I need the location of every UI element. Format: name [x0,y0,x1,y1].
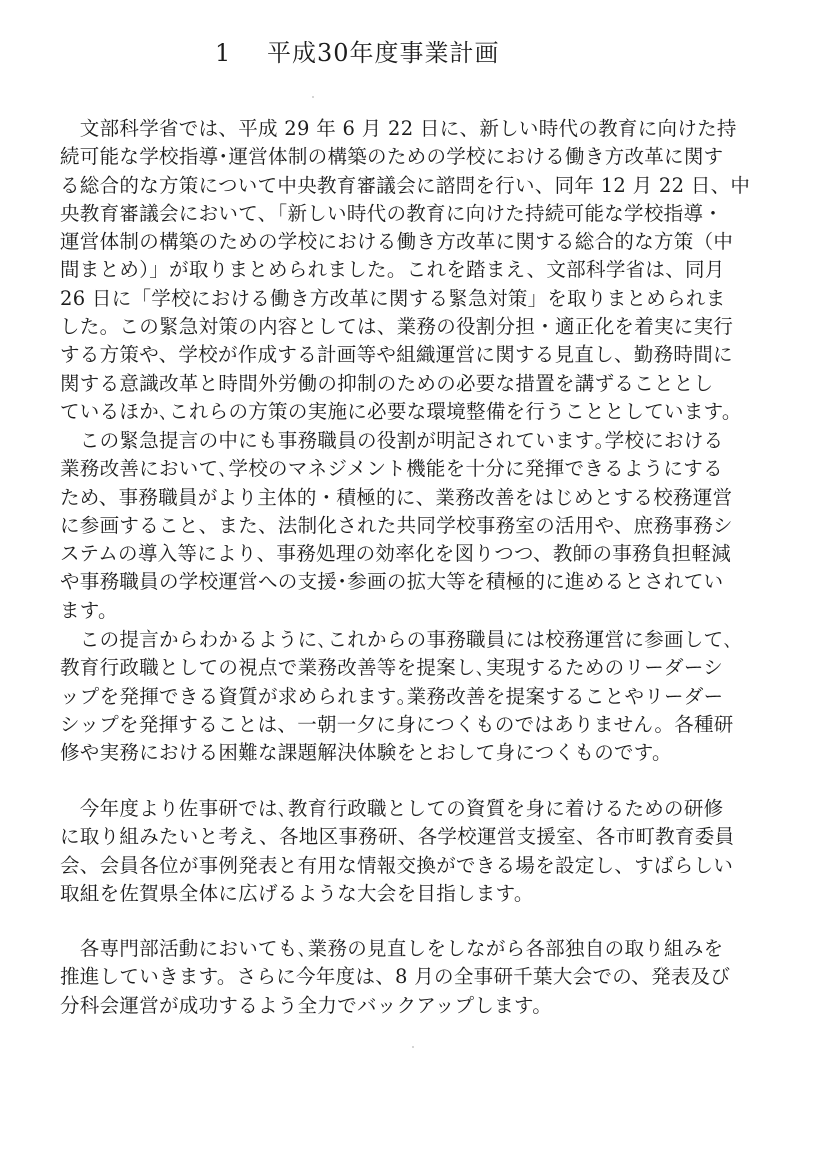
text-line: 運営体制の構築のための学校における働き方改革に関する総合的な方策（中 [60,230,734,254]
text-line: この緊急提言の中にも事務職員の役割が明記されています｡学校における [60,429,724,452]
paragraph-5 [60,935,778,1020]
text-line: 取組を佐賀県全体に広げるような大会を目指します。 [60,881,534,905]
text-line: ップを発揮できる資質が求められます｡業務改善を提案することやリーダー [60,684,724,708]
text-line: 央教育審議会において、「新しい時代の教育に向けた持続可能な学校指導・ [60,201,724,225]
paragraph-4 [60,795,778,908]
paragraph-1 [60,115,778,426]
text-line: 関する意識改革と時間外労働の抑制のための必要な措置を講ずることとし [60,371,714,395]
text-line: 各専門部活動においても､業務の見直しをしながら各部独自の取り組みを [60,937,724,960]
text-line: ているほか､これらの方策の実施に必要な環境整備を行うこととしています。 [60,399,742,423]
text-line: した。この緊急対策の内容としては、業務の役割分担・適正化を着実に実行 [60,315,734,339]
page-title [215,38,500,68]
text-line: 推進していきます。さらに今年度は、8 月の全事研千葉大会での、発表及び [60,965,731,989]
text-line: や事務職員の学校運営への支援･参画の拡大等を積極的に進めるとされてい [60,570,724,594]
heading-text: 平成30年度事業計画 [267,39,500,67]
text-line: 26 日に「学校における働き方改革に関する緊急対策」を取りまとめられま [60,286,726,310]
text-line: 修や実務における困難な課題解決体験をとおして身につくものです。 [60,741,672,765]
text-line: 続可能な学校指導･運営体制の構築のための学校における働き方改革に関す [60,145,724,169]
text-line: 文部科学省では、平成 29 年 6 月 22 日に、新しい時代の教育に向けた持 [60,117,737,140]
text-line: この提言からわかるように､これからの事務職員には校務運営に参画して､ [60,628,734,651]
paragraph-2 [60,427,778,625]
text-line: る総合的な方策について中央教育審議会に諮問を行い、同年 12 月 22 日、中 [60,173,751,197]
scan-speck [412,1046,414,1048]
paragraph-3 [60,626,778,767]
text-line: 間まとめ）」が取りまとめられました。これを踏まえ、文部科学省は、同月 [60,258,725,282]
text-line: する方策や、学校が作成する計画等や組織運営に関する見直し、勤務時間に [60,343,733,367]
text-line: 分科会運営が成功するよう全力でバックアップします。 [60,993,553,1017]
text-line: に参画すること、また、法制化された共同学校事務室の活用や、庶務事務シ [60,513,733,537]
text-line: 今年度より佐事研では､教育行政職としての資質を身に着けるための研修 [60,797,724,820]
text-line: ます。 [60,598,118,622]
text-line: 業務改善において､学校のマネジメント機能を十分に発揮できるようにする [60,457,723,481]
text-line: 教育行政職としての視点で業務改善等を提案し､実現するためのリーダーシ [60,656,724,680]
scan-speck [312,96,314,98]
heading-number: 1 [215,39,232,67]
text-line: に取り組みたいと考え、各地区事務研、各学校運営支援室、各市町教育委員 [60,825,735,849]
text-line: 会、会員各位が事例発表と有用な情報交換ができる場を設定し、すばらしい [60,853,734,877]
text-line: シップを発揮することは、一朝一夕に身につくものではありません。各種研 [60,712,734,736]
text-line: ため、事務職員がより主体的・積極的に、業務改善をはじめとする校務運営 [60,485,733,509]
text-line: ステムの導入等により、事務処理の効率化を図りつつ、教師の事務負担軽減 [60,542,732,566]
